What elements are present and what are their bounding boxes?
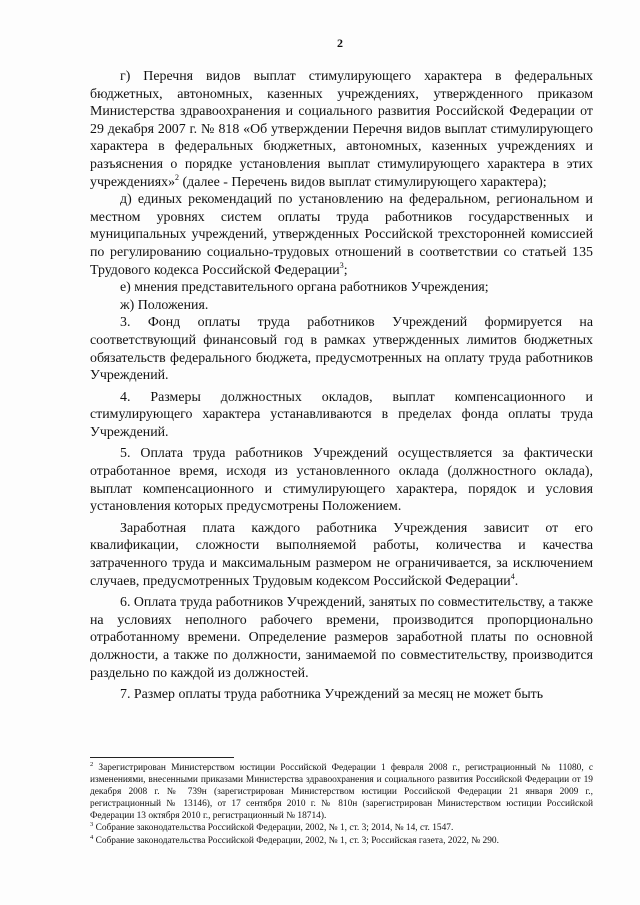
footnote-ref-4[interactable]: 4 <box>510 571 515 581</box>
paragraph-d: д) единых рекомендаций по установлению на федеральном, региональном и местном уровнях систем оплаты труда работников государственных и муниципальных учреждений, утвержденных Российской трехсторонней комиссией по регулированию социально-трудовых отношений в соответствии со статьей 135 Трудового кодекса Российской Федерации$^3$; <box>90 192 593 278</box>
footnote-2: $^2$ Зарегистрирован Министерством юстиции Российской Федерации 1 февраля 2008 г., регистрационный № 11080, с изменениями, внесенными приказами Министерства здравоохранения и социального развития Российской Федерации от 19 декабря 2008 г. № 739н (зарегистрирован Министерством юстиции Российской Федерации 21 января 2009 г., регистрационный № 13146), от 17 сентября 2010 г. № 810н (зарегистрирован Министерством юстиции Российской Федерации 13 октября 2010 г., регистрационный № 18714). <box>90 761 593 822</box>
paragraph-wages: Заработная плата каждого работника Учреждения зависит от его квалификации, сложности выполняемой работы, количества и качества затраченного труда и максимальным размером не ограничивается, за исключением случаев, предусмотренных Трудовым кодексом Российской Федерации$^4$. <box>90 520 593 589</box>
paragraph-3: 3. Фонд оплаты труда работников Учреждений формируется на соответствующий финансовый год в рамках утвержденных лимитов бюджетных обязательств федерального бюджета, предусмотренных на оплату труда работников Учреждений. <box>90 315 593 384</box>
paragraph-e: е) мнения представительного органа работников Учреждения; <box>120 280 489 296</box>
paragraph-zh: ж) Положения. <box>120 297 209 313</box>
paragraph-g: г) Перечня видов выплат стимулирующего характера в федеральных бюджетных, автономных, казенных учреждениях, утвержденного приказом Министерства здравоохранения и социального развития Российской Федерации от 29 декабря 2007 г. № 818 «Об утверждении Перечня видов выплат стимулирующего характера в федеральных бюджетных, автономных, казенных учреждениях и разъяснения о порядке установления выплат стимулирующего характера в этих учреждениях»$^2$ (далее - Перечень видов выплат стимулирующего характера); <box>90 69 593 190</box>
footnote-3: $^3$ Собрание законодательства Российской Федерации, 2002, № 1, ст. 3; 2014, № 14, ст. 1547. <box>90 821 454 834</box>
paragraph-6: 6. Оплата труда работников Учреждений, занятых по совместительству, а также на условиях неполного рабочего времени, производится пропорционально отработанному времени. Определение размеров заработной платы по основной должности, а также по должности, занимаемой по совместительству, производится раздельно по каждой из должностей. <box>90 595 593 681</box>
document-body <box>90 68 593 704</box>
page-number: 2 <box>337 36 343 50</box>
footnote-ref-2[interactable]: 2 <box>175 172 180 182</box>
paragraph-4: 4. Размеры должностных окладов, выплат компенсационного и стимулирующего характера устанавливаются в пределах фонда оплаты труда Учреждений. <box>90 389 593 440</box>
paragraph-7: 7. Размер оплаты труда работника Учреждений за месяц не может быть <box>120 687 544 703</box>
paragraph-5: 5. Оплата труда работников Учреждений осуществляется за фактически отработанное время, исходя из установленного оклада (должностного оклада), выплат компенсационного и стимулирующего характера, порядок и условия установления которых предусмотрены Положением. <box>90 446 593 515</box>
footnote-ref-3[interactable]: 3 <box>339 260 344 270</box>
footnote-divider <box>90 757 234 758</box>
footnotes <box>90 762 593 847</box>
footnote-4: $^4$ Собрание законодательства Российской Федерации, 2002, № 1, ст. 3; Российская газета, 2022, № 290. <box>90 833 499 846</box>
